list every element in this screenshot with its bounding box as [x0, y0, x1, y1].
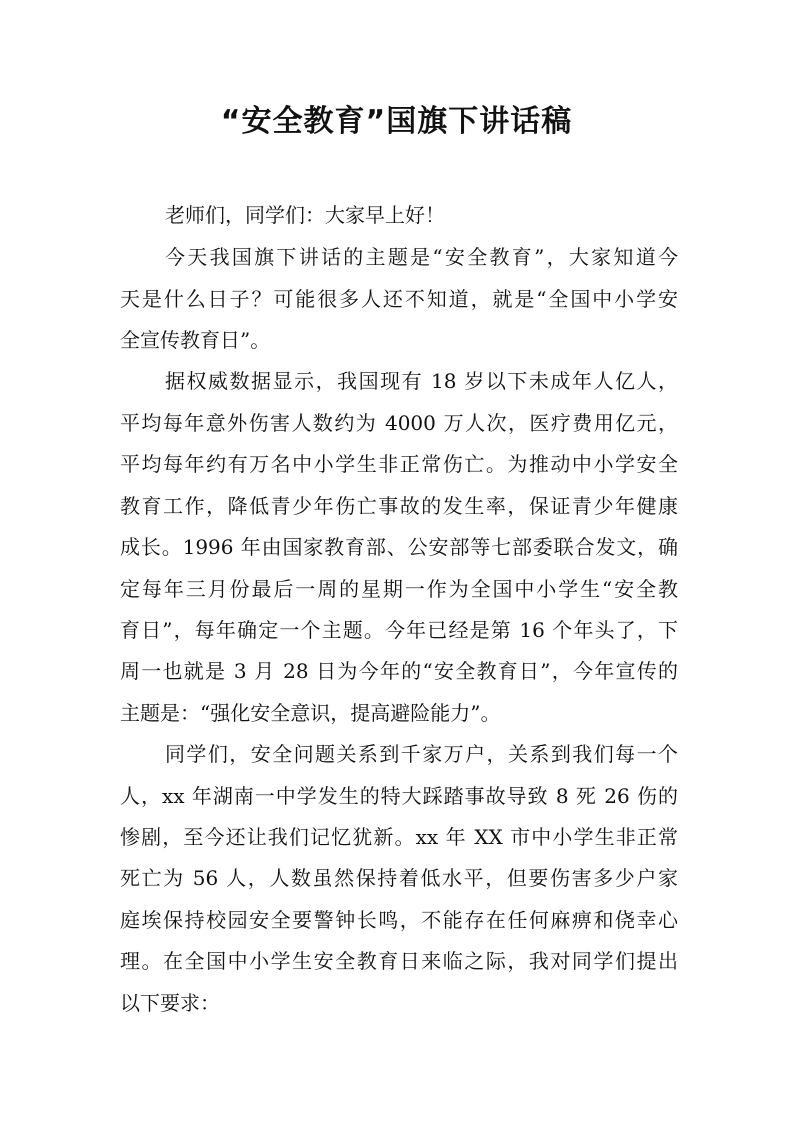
- document-title: “安全教育”国旗下讲话稿: [220, 104, 573, 139]
- text-line: 据权威数据显示，我国现有 18 岁以下未成年人亿人，: [165, 369, 678, 393]
- text-line: 以下要求：: [120, 991, 220, 1015]
- text-line: 庭埃保持校园安全要警钟长鸣，不能存在任何麻痹和侥幸心: [120, 908, 678, 932]
- text-line: 惨剧，至今还让我们记忆犹新。xx 年 XX 市中小学生非正常: [120, 825, 678, 849]
- text-line: 全宣传教育日”。: [120, 328, 271, 352]
- text-line: 理。在全国中小学生安全教育日来临之际，我对同学们提出: [120, 949, 678, 973]
- text-line: 平均每年意外伤害人数约为 4000 万人次，医疗费用亿元，: [120, 411, 678, 435]
- text-line: 今天我国旗下讲话的主题是“安全教育”，大家知道今: [165, 245, 678, 269]
- text-line: 教育工作，降低青少年伤亡事故的发生率，保证青少年健康: [120, 494, 678, 518]
- text-line: 平均每年约有万名中小学生非正常伤亡。为推动中小学安全: [120, 452, 678, 476]
- text-line: 人，xx 年湖南一中学发生的特大踩踏事故导致 8 死 26 伤的: [120, 784, 678, 808]
- text-line: 周一也就是 3 月 28 日为今年的“安全教育日”，今年宣传的: [120, 659, 678, 683]
- text-line: 主题是：“强化安全意识，提高避险能力”。: [120, 701, 501, 725]
- text-line: 同学们，安全问题关系到千家万户，关系到我们每一个: [165, 742, 678, 766]
- text-line: 成长。1996 年由国家教育部、公安部等七部委联合发文，确: [120, 535, 678, 559]
- text-line: 死亡为 56 人，人数虽然保持着低水平，但要伤害多少户家: [120, 866, 678, 890]
- text-line: 老师们，同学们：大家早上好！: [165, 203, 445, 227]
- text-line: 天是什么日子？可能很多人还不知道，就是“全国中小学安: [120, 287, 678, 311]
- text-line: 定每年三月份最后一周的星期一作为全国中小学生“安全教: [120, 577, 678, 601]
- text-line: 育日”，每年确定一个主题。今年已经是第 16 个年头了，下: [120, 618, 678, 642]
